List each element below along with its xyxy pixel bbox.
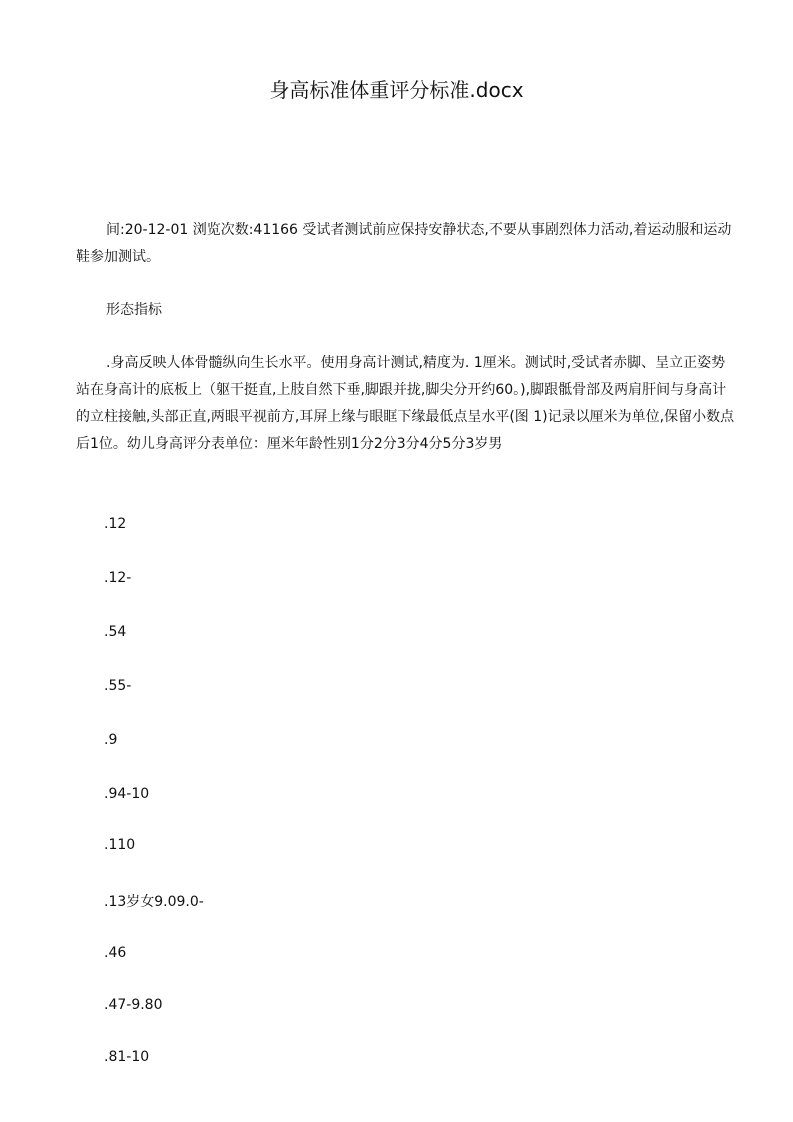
list-item: .12 [104, 516, 127, 532]
list-item: .55- [104, 678, 132, 694]
height-paragraph: .身高反映人体骨髓纵向生长水平。使用身高计测试,精度为. 1厘米。测试时,受试者赤脚、呈立正姿势站在身高计的底板上（躯干挺直,上肢自然下垂,脚跟并拢,脚尖分开约60。),脚跟骶骨部及两肩肝间与身高计的立柱接触,头部正直,两眼平视前方,耳屏上缘与眼眶下缘最低点呈水平(图 1)记录以厘米为单位,保留小数点后1位。幼儿身高评分表单位：厘米年龄性别1分2分3分4分5分3岁男 [76, 355, 735, 452]
list-item: .54 [104, 624, 127, 640]
section-heading: 形态指标 [106, 302, 162, 318]
document-title: 身高标准体重评分标准.docx [269, 78, 524, 102]
list-item: .110 [104, 837, 136, 853]
list-item: .13岁女9.09.0- [104, 894, 204, 910]
list-item: .46 [104, 945, 127, 961]
list-item: .81-10 [104, 1049, 150, 1065]
list-item: .94-10 [104, 786, 150, 802]
list-item: .47-9.80 [104, 997, 163, 1013]
list-item: .9 [104, 732, 118, 748]
list-item: .12- [104, 570, 132, 586]
intro-paragraph: 间:20-12-01 浏览次数:41166 受试者测试前应保持安静状态,不要从事剧烈体力活动,着运动服和运动鞋参加测试。 [76, 222, 732, 265]
